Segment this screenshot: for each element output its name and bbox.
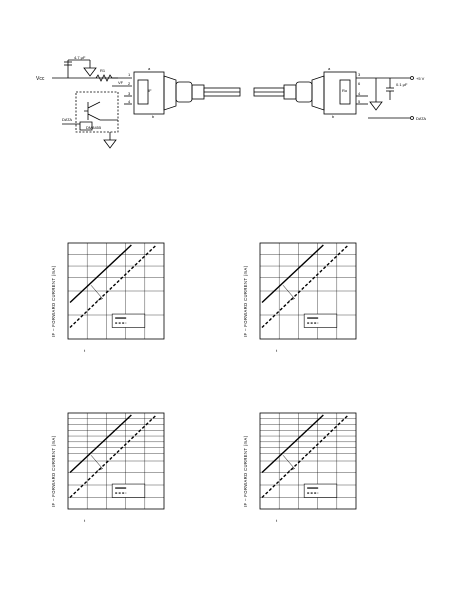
left-pin-3: 3 xyxy=(128,91,131,96)
left-pin-b: b xyxy=(152,114,155,119)
chart-ylabel: IF – FORWARD CURRENT (mA) xyxy=(51,265,56,338)
chart-2 xyxy=(243,243,356,353)
right-connector-nose xyxy=(312,76,324,110)
chart-3 xyxy=(51,413,164,523)
data-in-label: DATA xyxy=(62,117,73,122)
chart-xlabel: t xyxy=(84,518,86,523)
right-cable-boot xyxy=(284,85,296,99)
ro-label: Ro xyxy=(342,88,348,93)
chart-4 xyxy=(243,413,356,523)
data-terminal xyxy=(411,117,414,120)
chart-xlabel: t xyxy=(276,348,278,353)
ground-icon-2 xyxy=(104,140,116,148)
right-pin-3: 4 xyxy=(358,91,361,96)
chart-1 xyxy=(51,243,164,353)
ground-icon-3 xyxy=(370,102,382,110)
chart-legend-box xyxy=(112,314,145,327)
right-cap-label: 0.1 μF xyxy=(396,82,408,87)
vcc-label: Vcc xyxy=(36,76,45,82)
left-connector-housing xyxy=(134,72,164,114)
forward-current-charts xyxy=(51,243,356,523)
left-connector-inner xyxy=(138,80,148,104)
supply-label: +5 V xyxy=(416,76,425,81)
right-connector-ferrule xyxy=(296,82,312,102)
transistor-icon xyxy=(84,102,100,120)
left-pin-4: 4 xyxy=(128,99,131,104)
chart-ylabel: IF – FORWARD CURRENT (mA) xyxy=(51,435,56,508)
right-pin-a: a xyxy=(328,66,331,71)
resistor-label: R1 xyxy=(100,68,106,73)
right-pin-4: 5 xyxy=(358,99,361,104)
right-pin-2: 6 xyxy=(358,81,361,86)
chart-legend-box xyxy=(112,484,145,497)
ground-icon xyxy=(84,68,96,76)
left-connector-ferrule xyxy=(176,82,192,102)
left-cap-label: 4.7 μF xyxy=(74,55,86,60)
left-pin-1: 1 xyxy=(128,72,131,77)
chart-legend-box xyxy=(304,484,337,497)
left-cable-boot xyxy=(192,85,204,99)
vf-label: VF xyxy=(118,80,124,85)
chart-legend-box xyxy=(304,314,337,327)
chart-ylabel: IF – FORWARD CURRENT (mA) xyxy=(243,265,248,338)
left-connector-nose xyxy=(164,76,176,110)
left-pin-a: a xyxy=(148,66,151,71)
ic-label: DM8455 xyxy=(86,125,102,130)
supply-terminal xyxy=(411,77,414,80)
chart-xlabel: t xyxy=(276,518,278,523)
right-pin-1: 3 xyxy=(358,72,361,77)
chart-ylabel: IF – FORWARD CURRENT (mA) xyxy=(243,435,248,508)
chart-xlabel: t xyxy=(84,348,86,353)
right-pin-b: b xyxy=(332,114,335,119)
data-out-label: DATA xyxy=(416,116,427,121)
left-pin-2: 2 xyxy=(128,81,131,86)
if-label: IF xyxy=(148,88,152,93)
